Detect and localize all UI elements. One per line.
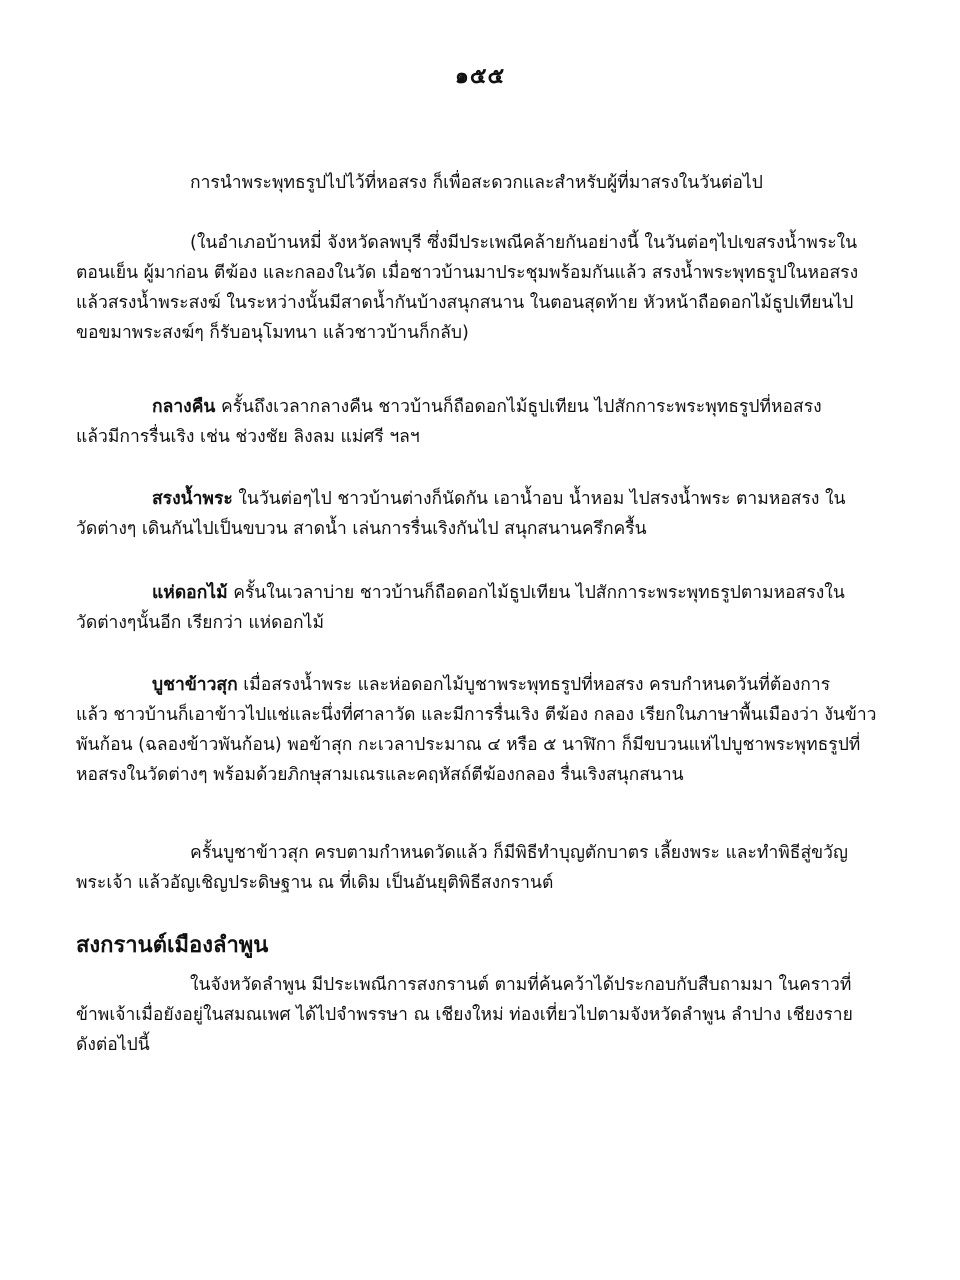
paragraph-line: วัดต่างๆนั้นอีก เรียกว่า แห่ดอกไม้ (76, 613, 324, 633)
paragraph-line: ดังต่อไปนี้ (76, 1035, 150, 1055)
paragraph-text: ในวันต่อๆไป ชาวบ้านต่างก็นัดกัน เอาน้ำอบ น้ำหอม ไปสรงน้ำพระ ตามหอสรง ใน (232, 489, 846, 509)
paragraph-text: ครั้นในเวลาบ่าย ชาวบ้านก็ถือดอกไม้ธูปเทียน ไปสักการะพระพุทธรูปตามหอสรงใน (227, 583, 845, 603)
paragraph-line: แล้วสรงน้ำพระสงฆ์ ในระหว่างนั้นมีสาดน้ำกันบ้างสนุกสนาน ในตอนสุดท้าย หัวหน้าถือดอกไม้ธูปเทียนไป (76, 293, 854, 313)
paragraph-line (76, 578, 906, 608)
page-number: ๑๕๕ (454, 64, 506, 89)
paragraph-line: ตอนเย็น ผู้มาก่อน ตีฆ้อง และกลองในวัด เมื่อชาวบ้านมาประชุมพร้อมกันแล้ว สรงน้ำพระพุทธรูปในหอสรง (76, 263, 859, 283)
paragraph-line: ในจังหวัดลำพูน มีประเพณีการสงกรานต์ ตามที่ค้นคว้าได้ประกอบกับสืบถามมา ในคราวที่ (190, 975, 852, 995)
paragraph-line (76, 392, 906, 422)
paragraph-text: เมื่อสรงน้ำพระ และห่อดอกไม้บูชาพระพุทธรูปที่หอสรง ครบกำหนดวันที่ต้องการ (237, 675, 831, 695)
paragraph-line: การนำพระพุทธรูปไปไว้ที่หอสรง ก็เพื่อสะดวกและสำหรับผู้ที่มาสรงในวันต่อไป (190, 173, 763, 193)
section-term: กลางคืน (152, 397, 216, 417)
paragraph-line: วัดต่างๆ เดินกันไปเป็นขบวน สาดน้ำ เล่นการรื่นเริงกันไป สนุกสนานครึกครื้น (76, 519, 647, 539)
paragraph-line: หอสรงในวัดต่างๆ พร้อมด้วยภิกษุสามเณรและคฤหัสถ์ตีฆ้องกลอง รื่นเริงสนุกสนาน (76, 765, 684, 785)
paragraph-text: ครั้นถึงเวลากลางคืน ชาวบ้านก็ถือดอกไม้ธูปเทียน ไปสักการะพระพุทธรูปที่หอสรง (215, 397, 822, 417)
section-heading: สงกรานต์เมืองลำพูน (76, 933, 269, 958)
paragraph-line: พระเจ้า แล้วอัญเชิญประดิษฐาน ณ ที่เดิม เป็นอันยุติพิธีสงกรานต์ (76, 873, 554, 893)
paragraph-klang-khuen (76, 392, 906, 452)
paragraph-closing-ceremony (76, 838, 906, 898)
paragraph-song-nam-phra (76, 484, 906, 544)
paragraph-line: ข้าพเจ้าเมื่อยังอยู่ในสมณเพศ ได้ไปจำพรรษา ณ เชียงใหม่ ท่องเที่ยวไปตามจังหวัดลำพูน ลำปาง เชียงราย (76, 1005, 853, 1025)
paragraph-bucha-khao-suk (76, 670, 906, 790)
paragraph-line: ขอขมาพระสงฆ์ๆ ก็รับอนุโมทนา แล้วชาวบ้านก็กลับ) (76, 323, 469, 343)
paragraph-line: พันก้อน (ฉลองข้าวพันก้อน) พอข้าสุก กะเวลาประมาณ ๔ หรือ ๕ นาฬิกา ก็มีขบวนแห่ไปบูชาพระพุทธรูปที่ (76, 735, 861, 755)
paragraph-line: แล้ว ชาวบ้านก็เอาข้าวไปแช่และนึ่งที่ศาลาวัด และมีการรื่นเริง ตีฆ้อง กลอง เรียกในภาษาพื้นเมืองว่า งันข้าว (76, 705, 877, 725)
paragraph-line (76, 670, 906, 700)
section-term: บูชาข้าวสุก (152, 675, 238, 695)
paragraph-line: ครั้นบูชาข้าวสุก ครบตามกำหนดวัดแล้ว ก็มีพิธีทำบุญตักบาตร เลี้ยงพระ และทำพิธีสู่ขวัญ (190, 843, 848, 863)
paragraph-line: (ในอำเภอบ้านหมี่ จังหวัดลพบุรี ซึ่งมีประเพณีคล้ายกันอย่างนี้ ในวันต่อๆไปเขสรงน้ำพระใน (190, 233, 858, 253)
paragraph-lamphun (76, 970, 906, 1060)
section-term: แห่ดอกไม้ (152, 583, 228, 603)
paragraph-hae-dok-mai (76, 578, 906, 638)
paragraph-line: แล้วมีการรื่นเริง เช่น ช่วงชัย ลิงลม แม่ศรี ฯลฯ (76, 427, 420, 447)
paragraph-ban-mi (76, 228, 906, 348)
section-term: สรงน้ำพระ (152, 489, 233, 509)
paragraph-intro (76, 168, 906, 198)
paragraph-line (76, 484, 906, 514)
